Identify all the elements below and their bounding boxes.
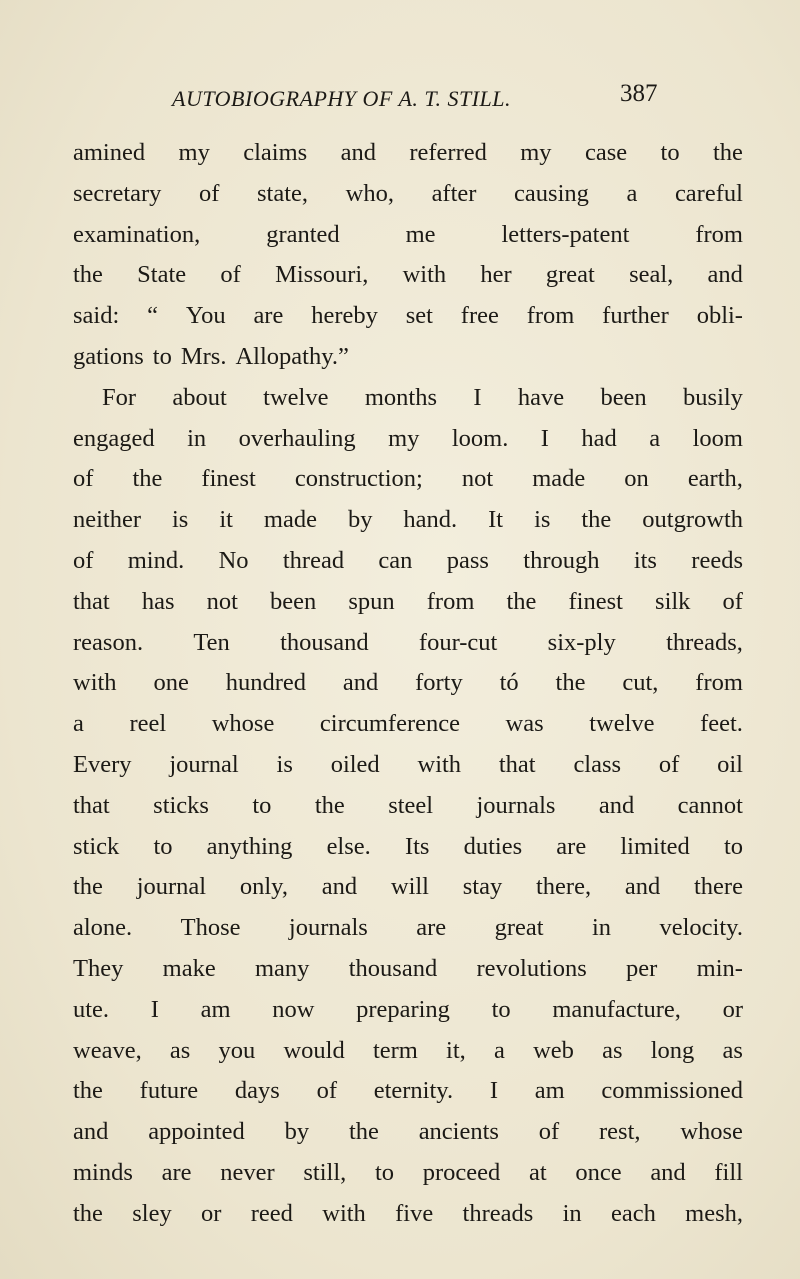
word: commissioned: [601, 1077, 743, 1105]
word: I: [540, 424, 549, 452]
word: term: [372, 1036, 418, 1064]
word: in: [592, 914, 612, 942]
word: finest: [568, 587, 623, 615]
word: They: [73, 954, 124, 982]
word: weave,: [73, 1036, 142, 1064]
word: obli-: [696, 302, 743, 330]
word: amined: [73, 139, 146, 166]
word: letters-patent: [501, 220, 630, 248]
word: engaged: [73, 424, 155, 452]
word: and: [321, 873, 358, 901]
text-line: [73, 1112, 743, 1153]
word: it,: [446, 1036, 466, 1064]
word: case: [584, 139, 628, 166]
word: I: [150, 995, 159, 1023]
word: of: [220, 261, 241, 289]
word: would: [283, 1036, 345, 1064]
word: never: [220, 1158, 275, 1186]
word: am: [200, 995, 231, 1023]
word: silk: [655, 587, 691, 615]
word: the: [314, 791, 345, 819]
word: from: [526, 302, 575, 330]
word: a: [649, 424, 661, 452]
word: further: [602, 302, 669, 330]
text-line: [73, 378, 743, 419]
text-line: [73, 255, 743, 296]
word: to: [152, 342, 172, 370]
word: the: [73, 1199, 103, 1227]
word: Every: [73, 750, 132, 778]
word: through: [523, 546, 600, 574]
word: whose: [211, 710, 275, 738]
word: claims: [243, 139, 308, 166]
word: mesh,: [685, 1199, 743, 1227]
text-line: [73, 215, 743, 256]
text-line: [73, 827, 743, 868]
word: as: [722, 1036, 743, 1064]
word: journals: [476, 791, 556, 819]
word: You: [185, 302, 226, 330]
word: its: [633, 546, 657, 574]
word: been: [270, 587, 317, 615]
word: rest,: [599, 1118, 641, 1146]
body-text: [73, 133, 743, 1235]
word: threads,: [666, 628, 743, 656]
word: make: [162, 954, 216, 982]
word: twelve: [589, 710, 655, 738]
word: once: [575, 1158, 622, 1186]
word: of: [73, 465, 94, 493]
word: preparing: [356, 995, 450, 1023]
word: limited: [620, 832, 690, 860]
word: and: [73, 1118, 109, 1146]
word: has: [141, 587, 175, 615]
word: “: [147, 302, 158, 330]
word: finest: [201, 465, 256, 493]
word: stick: [73, 832, 120, 860]
word: cut,: [622, 669, 659, 697]
word: it: [219, 506, 233, 534]
word: after: [431, 179, 477, 207]
word: of: [316, 1077, 337, 1105]
text-line: [73, 1031, 743, 1072]
word: oiled: [330, 750, 380, 778]
word: careful: [674, 179, 743, 207]
word: seal,: [629, 261, 674, 289]
word: referred: [409, 139, 487, 166]
word: I: [473, 383, 482, 411]
word: my: [178, 139, 210, 166]
word: to: [374, 1158, 395, 1186]
word: hand.: [403, 506, 458, 534]
word: reel: [129, 710, 167, 738]
text-line: [73, 582, 743, 623]
word: web: [533, 1036, 574, 1064]
word: eternity.: [373, 1077, 454, 1105]
word: am: [534, 1077, 565, 1105]
text-line: [73, 296, 743, 337]
running-title: AUTOBIOGRAPHY OF A. T. STILL.: [172, 86, 512, 111]
word: with: [417, 750, 462, 778]
word: from: [426, 587, 475, 615]
text-line: [73, 419, 743, 460]
word: reason.: [73, 628, 144, 656]
word: duties: [463, 832, 523, 860]
word: journal: [136, 873, 207, 901]
word: velocity.: [659, 914, 743, 942]
word: the: [712, 139, 743, 166]
word: is: [276, 750, 293, 778]
word: twelve: [263, 383, 329, 411]
word: Those: [180, 914, 241, 942]
word: free: [460, 302, 499, 330]
word: Allopathy.”: [235, 342, 349, 370]
text-line: [73, 786, 743, 827]
text-line: [73, 623, 743, 664]
text-line: [73, 745, 743, 786]
word: in: [562, 1199, 582, 1227]
word: my: [388, 424, 420, 452]
text-line: [73, 990, 743, 1031]
word: pass: [446, 546, 489, 574]
text-line: [73, 908, 743, 949]
word: are: [416, 914, 447, 942]
word: secretary: [73, 179, 162, 207]
word: and: [650, 1158, 686, 1186]
word: the: [506, 587, 537, 615]
word: hereby: [311, 302, 378, 330]
word: forty: [415, 669, 463, 697]
word: loom.: [451, 424, 509, 452]
word: one: [153, 669, 189, 697]
word: months: [364, 383, 437, 411]
word: ancients: [418, 1118, 499, 1146]
word: the: [73, 261, 103, 289]
word: that: [73, 791, 110, 819]
word: hundred: [225, 669, 306, 697]
word: of: [658, 750, 680, 778]
word: with: [322, 1199, 366, 1227]
word: reeds: [691, 546, 743, 574]
word: can: [378, 546, 413, 574]
word: loom: [692, 424, 743, 452]
word: granted: [266, 220, 340, 248]
word: state,: [257, 179, 309, 207]
word: Mrs.: [180, 342, 227, 370]
word: a: [494, 1036, 505, 1064]
text-line: [73, 1194, 743, 1235]
word: each: [610, 1199, 656, 1227]
word: or: [722, 995, 743, 1023]
word: reed: [250, 1199, 293, 1227]
word: the: [555, 669, 586, 697]
word: said:: [73, 302, 120, 330]
word: of: [199, 179, 220, 207]
word: was: [505, 710, 544, 738]
word: you: [218, 1036, 256, 1064]
word: as: [169, 1036, 191, 1064]
word: and: [624, 873, 661, 901]
word: thousand: [348, 954, 438, 982]
word: and: [707, 261, 743, 289]
text-line: [73, 1071, 743, 1112]
word: ute.: [73, 995, 110, 1023]
word: the: [73, 873, 103, 901]
word: great: [494, 914, 544, 942]
word: feet.: [700, 710, 743, 738]
word: many: [255, 954, 310, 982]
word: of: [722, 587, 743, 615]
word: and: [598, 791, 635, 819]
word: of: [538, 1118, 560, 1146]
page-number: 387: [620, 80, 658, 107]
word: from: [695, 669, 743, 697]
word: Ten: [193, 628, 230, 656]
word: proceed: [422, 1158, 501, 1186]
word: thread: [282, 546, 345, 574]
word: min-: [696, 954, 743, 982]
word: on: [624, 465, 649, 493]
word: revolutions: [476, 954, 587, 982]
word: earth,: [687, 465, 743, 493]
word: neither: [73, 506, 142, 534]
word: of: [73, 546, 94, 574]
text-line: [73, 500, 743, 541]
word: thousand: [280, 628, 369, 656]
word: the: [581, 506, 612, 534]
word: threads: [462, 1199, 534, 1227]
word: circumference: [319, 710, 460, 738]
word: to: [723, 832, 743, 860]
word: appointed: [148, 1118, 245, 1146]
text-line: [73, 949, 743, 990]
text-line: [73, 867, 743, 908]
word: to: [491, 995, 511, 1023]
word: construction;: [294, 465, 423, 493]
word: from: [695, 220, 743, 248]
word: to: [660, 139, 680, 166]
word: alone.: [73, 914, 133, 942]
word: minds: [73, 1158, 133, 1186]
word: fill: [714, 1158, 743, 1186]
word: by: [347, 506, 373, 534]
word: whose: [680, 1118, 743, 1146]
running-head: [0, 80, 800, 116]
word: had: [581, 424, 617, 452]
word: It: [488, 506, 504, 534]
word: is: [534, 506, 551, 534]
word: busily: [683, 383, 743, 411]
word: her: [480, 261, 512, 289]
word: that: [73, 587, 110, 615]
text-line: [73, 459, 743, 500]
word: at: [528, 1158, 547, 1186]
word: to: [153, 832, 173, 860]
word: now: [272, 995, 315, 1023]
word: mind.: [127, 546, 185, 574]
word: Its: [404, 832, 430, 860]
word: manufacture,: [552, 995, 681, 1023]
word: six-ply: [547, 628, 616, 656]
word: per: [626, 954, 658, 982]
word: outgrowth: [642, 506, 743, 534]
word: State: [137, 261, 187, 289]
word: tó: [499, 669, 519, 697]
word: that: [498, 750, 536, 778]
word: gations: [73, 342, 144, 370]
word: examination,: [73, 220, 201, 248]
word: four-cut: [418, 628, 498, 656]
word: with: [402, 261, 447, 289]
word: future: [139, 1077, 199, 1105]
word: and: [340, 139, 376, 166]
word: great: [545, 261, 595, 289]
word: sticks: [153, 791, 209, 819]
word: overhauling: [238, 424, 356, 452]
word: are: [161, 1158, 192, 1186]
text-line: [73, 541, 743, 582]
word: a: [626, 179, 638, 207]
word: there: [694, 873, 743, 901]
word: For: [102, 383, 137, 411]
word: is: [172, 506, 189, 534]
word: have: [517, 383, 565, 411]
word: with: [73, 669, 117, 697]
word: the: [348, 1118, 379, 1146]
text-line: [73, 133, 743, 174]
text-line: [73, 1153, 743, 1194]
word: been: [600, 383, 647, 411]
word: days: [234, 1077, 280, 1105]
text-line: [73, 663, 743, 704]
text-line: [73, 337, 743, 378]
word: No: [218, 546, 249, 574]
word: stay: [462, 873, 503, 901]
word: made: [532, 465, 586, 493]
word: in: [187, 424, 207, 452]
word: there,: [536, 873, 592, 901]
word: about: [172, 383, 227, 411]
word: journals: [288, 914, 368, 942]
word: to: [252, 791, 272, 819]
text-line: [73, 704, 743, 745]
word: set: [405, 302, 433, 330]
word: anything: [206, 832, 293, 860]
word: steel: [388, 791, 434, 819]
word: I: [489, 1077, 498, 1105]
word: still,: [303, 1158, 347, 1186]
word: will: [390, 873, 429, 901]
word: five: [395, 1199, 434, 1227]
word: by: [284, 1118, 310, 1146]
word: spun: [348, 587, 395, 615]
word: Missouri,: [275, 261, 369, 289]
word: cannot: [677, 791, 743, 819]
word: only,: [239, 873, 288, 901]
word: are: [253, 302, 284, 330]
word: else.: [326, 832, 371, 860]
word: class: [573, 750, 622, 778]
word: not: [461, 465, 494, 493]
word: or: [201, 1199, 222, 1227]
word: made: [263, 506, 317, 534]
word: journal: [169, 750, 239, 778]
word: long: [650, 1036, 695, 1064]
word: causing: [514, 179, 589, 207]
word: are: [556, 832, 587, 860]
word: oil: [717, 750, 743, 778]
word: my: [520, 139, 552, 166]
word: who,: [345, 179, 394, 207]
word: the: [73, 1077, 103, 1105]
word: sley: [132, 1199, 172, 1227]
word: as: [602, 1036, 623, 1064]
word: and: [342, 669, 379, 697]
word: not: [206, 587, 238, 615]
text-line: [73, 174, 743, 215]
word: the: [132, 465, 163, 493]
word: me: [405, 220, 436, 248]
word: a: [73, 710, 84, 738]
